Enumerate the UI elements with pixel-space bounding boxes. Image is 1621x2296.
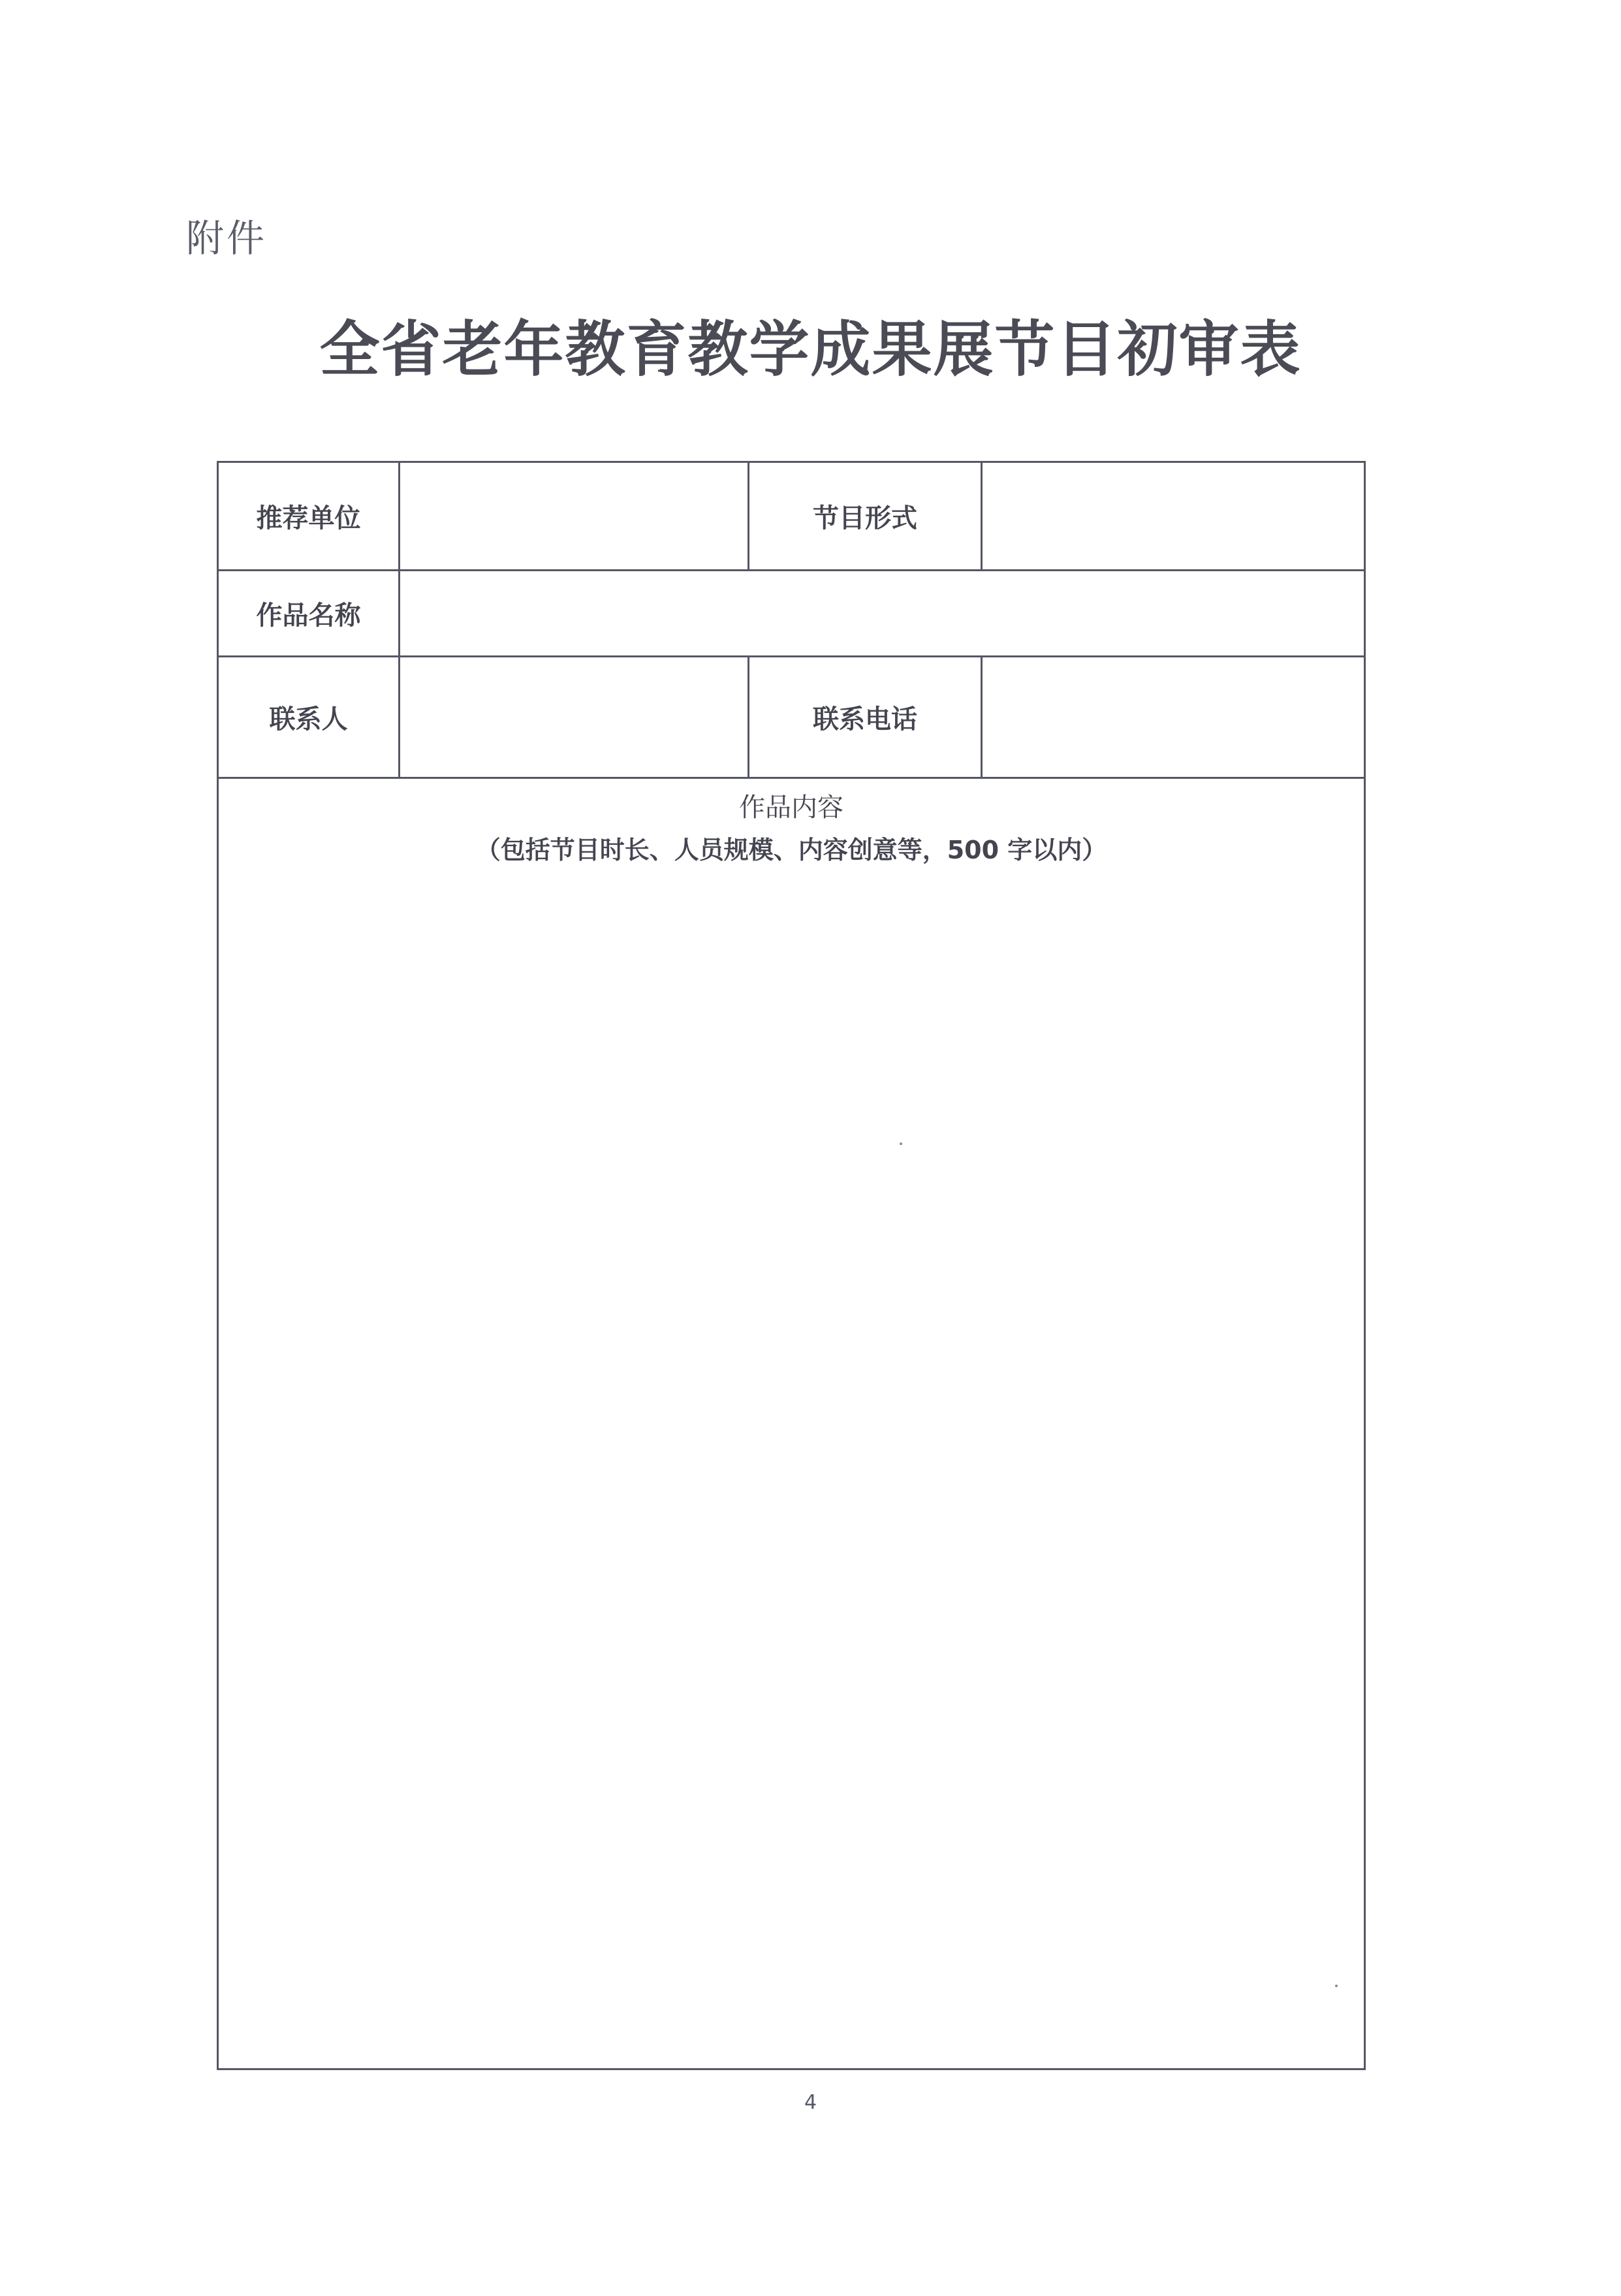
form-row-unit: [219, 463, 1364, 571]
form-title: 全省老年教育教学成果展节目初审表: [319, 314, 1302, 385]
work-name-label: 作品名称: [219, 571, 400, 655]
work-content-note: （包括节目时长、人员规模、内容创意等，500 字以内）: [475, 836, 1107, 864]
review-form-table: [217, 461, 1366, 2070]
form-row-work-name: [219, 571, 1364, 657]
page-number: 4: [804, 2091, 817, 2114]
recommend-unit-label: 推荐单位: [219, 463, 400, 569]
work-content-field[interactable]: [219, 779, 1364, 2068]
contact-phone-field[interactable]: [983, 657, 1364, 777]
program-form-label: 节目形式: [749, 463, 983, 569]
work-content-heading: 作品内容: [739, 793, 843, 823]
contact-person-field[interactable]: [400, 657, 749, 777]
work-name-field[interactable]: [400, 571, 1364, 655]
attachment-label: 附件: [186, 216, 268, 260]
program-form-field[interactable]: [983, 463, 1364, 569]
scan-speck: [1335, 1985, 1338, 1987]
form-row-contact: [219, 657, 1364, 779]
recommend-unit-field[interactable]: [400, 463, 749, 569]
contact-phone-label: 联系电话: [749, 657, 983, 777]
scan-speck: [900, 1142, 902, 1145]
contact-person-label: 联系人: [219, 657, 400, 777]
